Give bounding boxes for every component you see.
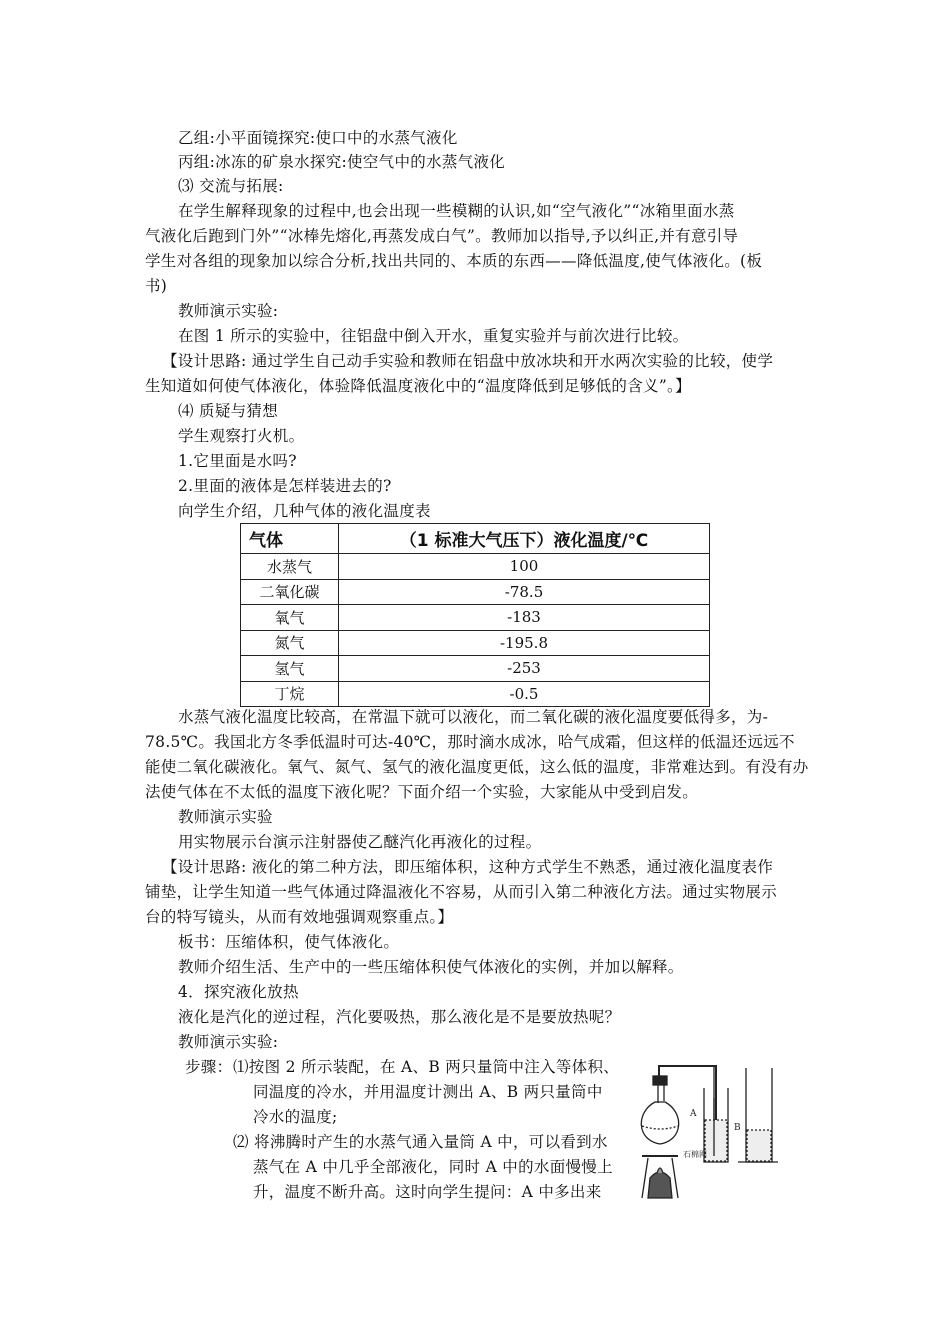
text-line: 学生观察打火机。: [178, 427, 305, 445]
table-row: [241, 681, 710, 707]
paragraph-line: 法使气体在不太低的温度下液化呢？下面介绍一个实验，大家能从中受到启发。: [145, 783, 699, 801]
section-heading: 4．探究液化放热: [178, 983, 299, 1001]
design-note-line: 台的特写镜头，从而有效地强调观察重点。】: [145, 908, 454, 926]
paragraph-line: 水蒸气液化温度比较高，在常温下就可以液化，而二氧化碳的液化温度要低得多，为-: [178, 708, 769, 726]
text-line: 乙组:小平面镜探究:使口中的水蒸气液化: [178, 129, 458, 147]
design-note-line: 铺垫，让学生知道一些气体通过降温液化不容易，从而引入第二种液化方法。通过实物展示: [145, 883, 778, 901]
gas-cell: 水蒸气: [241, 554, 339, 580]
text-line: 教师介绍生活、生产中的一些压缩体积使气体液化的实例，并加以解释。: [178, 958, 684, 976]
question-line: 1.它里面是水吗?: [178, 452, 297, 470]
temp-cell: -0.5: [339, 681, 710, 707]
burner-icon: [642, 1156, 678, 1198]
demo-text: 在图 1 所示的实验中，往铝盘中倒入开水，重复实验并与前次进行比较。: [178, 327, 689, 345]
table-row: [241, 630, 710, 656]
board-note: 板书：压缩体积，使气体液化。: [178, 933, 400, 951]
label-b: B: [734, 1123, 741, 1133]
gas-cell: 丁烷: [241, 681, 339, 707]
demo-text: 用实物展示台演示注射器使乙醚汽化再液化的过程。: [178, 833, 542, 851]
cylinder-b-icon: [738, 1068, 778, 1162]
table-intro: 向学生介绍，几种气体的液化温度表: [178, 502, 431, 520]
steps-label: 步骤：: [185, 1058, 233, 1076]
header-gas: 气体: [241, 524, 339, 554]
paragraph-line: 在学生解释现象的过程中,也会出现一些模糊的认识,如“空气液化”“冰箱里面水蒸: [178, 202, 735, 220]
header-temperature: （1 标准大气压下）液化温度/℃: [339, 524, 710, 554]
step-line: ⑵ 将沸腾时产生的水蒸气通入量筒 A 中，可以看到水: [233, 1133, 608, 1151]
label-mesh: 石棉网: [683, 1150, 707, 1159]
text-line: 丙组:冰冻的矿泉水探究:使空气中的水蒸气液化: [178, 153, 506, 171]
table-row: [241, 605, 710, 631]
gas-cell: 氮气: [241, 630, 339, 656]
design-note-line: 【设计思路: 液化的第二种方法，即压缩体积，这种方式学生不熟悉，通过液化温度表作: [162, 858, 774, 876]
design-note-line: 生知道如何使气体液化，体验降低温度液化中的“温度降低到足够低的含义”。】: [145, 377, 691, 395]
paragraph-line: 能使二氧化碳液化。氧气、氮气、氢气的液化温度更低，这么低的温度，非常难达到。有没有办: [145, 758, 809, 776]
design-note-line: 【设计思路: 通过学生自己动手实验和教师在铝盘中放冰块和开水两次实验的比较，使学: [162, 352, 774, 370]
temp-cell: 100: [339, 554, 710, 580]
text-line: ⑶ 交流与拓展:: [178, 177, 284, 195]
question-line: 液化是汽化的逆过程，汽化要吸热，那么液化是不是要放热呢？: [178, 1008, 621, 1026]
gas-cell: 氢气: [241, 656, 339, 682]
temp-cell: -78.5: [339, 579, 710, 605]
step-line: 冷水的温度;: [253, 1108, 338, 1126]
temp-cell: -195.8: [339, 630, 710, 656]
demo-title: 教师演示实验:: [178, 1033, 279, 1051]
experiment-figure: [628, 1058, 778, 1208]
table-row: [241, 554, 710, 580]
table-header-row: [241, 524, 710, 554]
liquefaction-temperature-table: [240, 523, 710, 707]
step-line: 升，温度不断升高。这时向学生提问：A 中多出来: [253, 1183, 602, 1201]
temp-cell: -183: [339, 605, 710, 631]
demo-title: 教师演示实验: [178, 808, 273, 826]
step-line: 蒸气在 A 中几乎全部液化，同时 A 中的水面慢慢上: [253, 1158, 613, 1176]
paragraph-line: 气液化后跑到门外”“冰棒先熔化,再蒸发成白气”。教师加以指导,予以纠正,并有意引导: [145, 227, 739, 245]
table-row: [241, 579, 710, 605]
step-line: ⑴按图 2 所示装配，在 A、B 两只量筒中注入等体积、: [233, 1058, 620, 1076]
gas-cell: 二氧化碳: [241, 579, 339, 605]
section-heading: ⑷ 质疑与猜想: [178, 402, 279, 420]
paragraph-line: 书): [145, 277, 168, 295]
table-row: [241, 656, 710, 682]
paragraph-line: 学生对各组的现象加以综合分析,找出共同的、本质的东西——降低温度,使气体液化。(板: [145, 252, 763, 270]
question-line: 2.里面的液体是怎样装进去的?: [178, 477, 392, 495]
step-line: 同温度的冷水，并用温度计测出 A、B 两只量筒中: [253, 1083, 603, 1101]
paragraph-line: 78.5℃。我国北方冬季低温时可达-40℃，那时滴水成冰，哈气成霜，但这样的低温还远远不: [145, 733, 795, 751]
demo-title: 教师演示实验:: [178, 302, 279, 320]
gas-cell: 氧气: [241, 605, 339, 631]
temp-cell: -253: [339, 656, 710, 682]
label-a: A: [690, 1109, 697, 1119]
